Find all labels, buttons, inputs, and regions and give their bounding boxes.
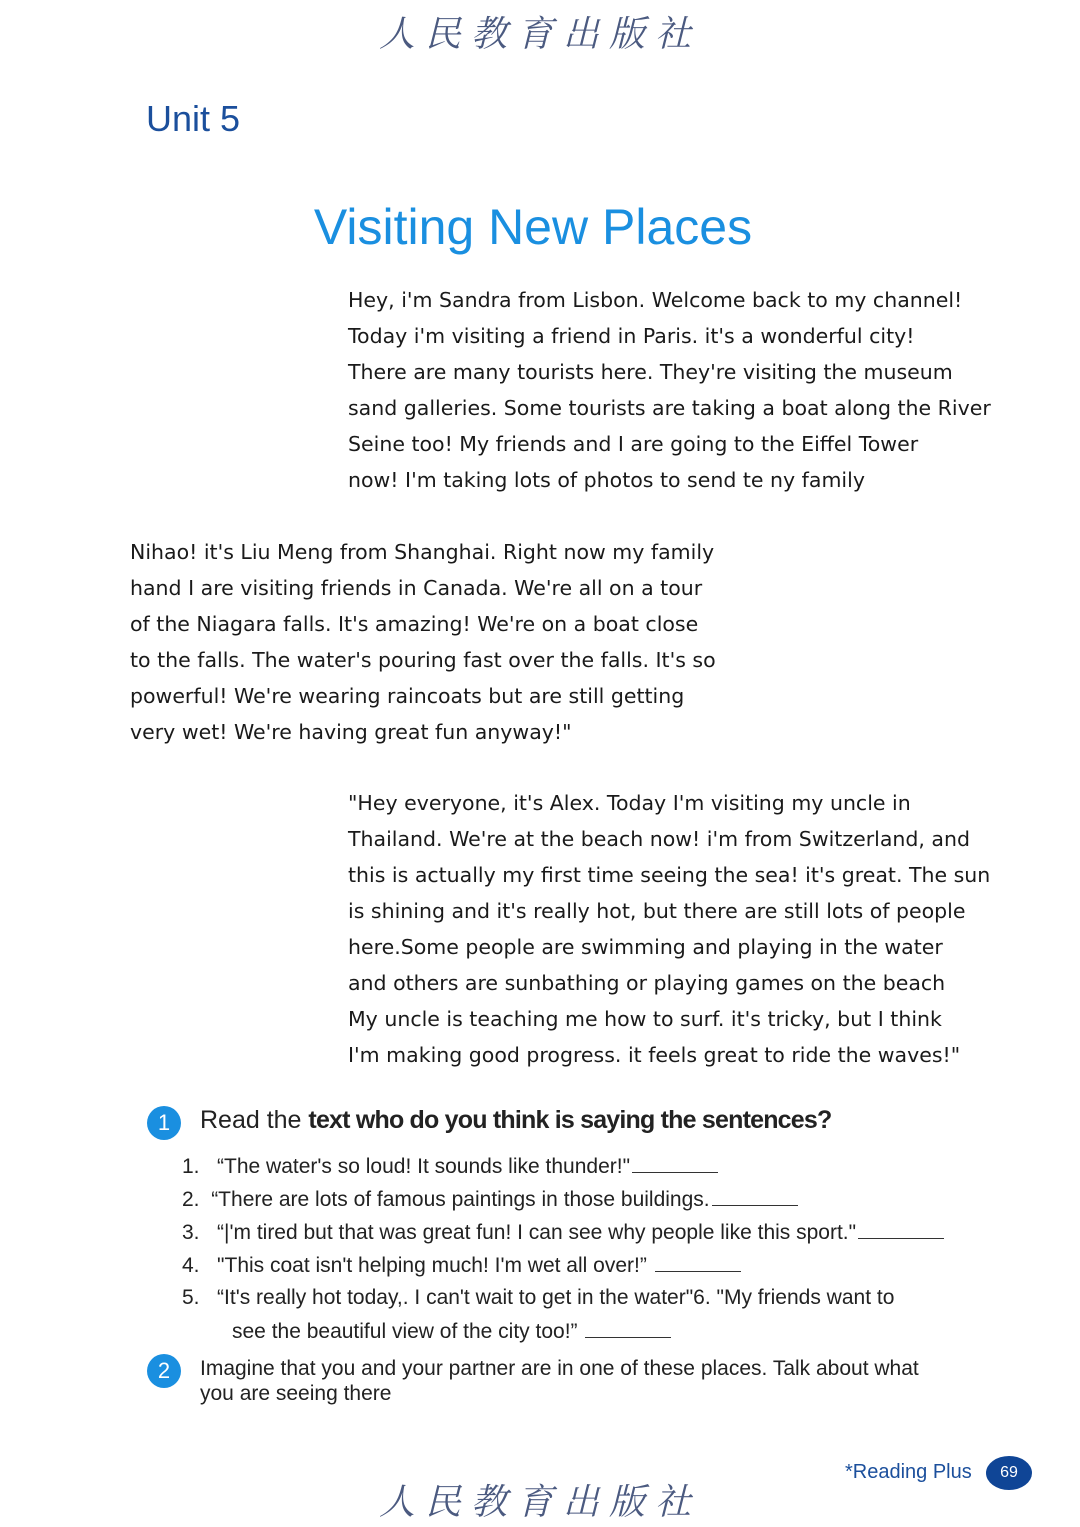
section-label: *Reading Plus bbox=[845, 1461, 972, 1483]
unit-label: Unit 5 bbox=[146, 98, 241, 139]
item-text: “There are lots of famous paintings in those buildings. bbox=[211, 1188, 710, 1211]
item-text: “It's really hot today,. I can't wait to get in the water"6. "My friends want to bbox=[217, 1286, 895, 1309]
text-line: powerful! We're wearing raincoats but are still getting bbox=[130, 684, 685, 708]
text-line: There are many tourists here. They're visiting the museum bbox=[348, 360, 953, 384]
item-number: 4. bbox=[182, 1254, 200, 1277]
question-item bbox=[182, 1253, 741, 1278]
page-number: 69 bbox=[986, 1456, 1032, 1490]
question-item bbox=[182, 1220, 944, 1245]
publisher-watermark-top: 人民教育出版社 bbox=[378, 14, 701, 55]
passage-sandra bbox=[348, 282, 991, 498]
item-text: "This coat isn't helping much! I'm wet all over!” bbox=[217, 1254, 653, 1277]
text-line: My uncle is teaching me how to surf. it's tricky, but I think bbox=[348, 1007, 942, 1031]
text-line: Thailand. We're at the beach now! i'm from Switzerland, and bbox=[348, 827, 970, 851]
text-line: is shining and it's really hot, but there are still lots of people bbox=[348, 899, 966, 923]
text-line: "Hey everyone, it's Alex. Today I'm visiting my uncle in bbox=[348, 791, 911, 815]
text-line: I'm making good progress. it feels great to ride the waves!" bbox=[348, 1043, 961, 1067]
text-line: now! I'm taking lots of photos to send te ny family bbox=[348, 468, 865, 492]
item-number: 1. bbox=[182, 1155, 200, 1178]
text-line: to the falls. The water's pouring fast over the falls. It's so bbox=[130, 648, 716, 672]
text-line: Imagine that you and your partner are in one of these places. Talk about what bbox=[200, 1357, 919, 1380]
text-line: and others are sunbathing or playing games on the beach bbox=[348, 971, 946, 995]
exercise-number-badge: 1 bbox=[147, 1106, 181, 1140]
text-line: you are seeing there bbox=[200, 1382, 392, 1405]
question-item bbox=[182, 1187, 798, 1212]
answer-blank[interactable] bbox=[655, 1253, 741, 1272]
text-line: hand I are visiting friends in Canada. We're all on a tour bbox=[130, 576, 703, 600]
answer-blank[interactable] bbox=[585, 1319, 671, 1338]
answer-blank[interactable] bbox=[632, 1154, 718, 1173]
exercise-number-badge: 2 bbox=[147, 1354, 181, 1388]
text-line: Hey, i'm Sandra from Lisbon. Welcome back to my channel! bbox=[348, 288, 963, 312]
question-item bbox=[182, 1154, 718, 1179]
item-number: 3. bbox=[182, 1221, 200, 1244]
text-line: Nihao! it's Liu Meng from Shanghai. Right now my family bbox=[130, 540, 715, 564]
answer-blank[interactable] bbox=[712, 1187, 798, 1206]
passage-liu-meng bbox=[130, 534, 716, 750]
exercise-2-instructions bbox=[200, 1356, 919, 1406]
text-line: Today i'm visiting a friend in Paris. it's a wonderful city! bbox=[348, 324, 915, 348]
question-item bbox=[182, 1286, 894, 1310]
text-line: this is actually my first time seeing the sea! it's great. The sun bbox=[348, 863, 991, 887]
answer-blank[interactable] bbox=[858, 1220, 944, 1239]
item-number: 5. bbox=[182, 1286, 200, 1309]
text-line: very wet! We're having great fun anyway!" bbox=[130, 720, 572, 744]
publisher-watermark-bottom: 人民教育出版社 bbox=[378, 1482, 701, 1523]
question-item-continued bbox=[232, 1319, 671, 1344]
text-line: Seine too! My friends and I are going to the Eiffel Tower bbox=[348, 432, 919, 456]
passage-alex bbox=[348, 785, 990, 1073]
item-text: “The water's so loud! It sounds like thunder!" bbox=[217, 1155, 631, 1178]
item-number: 2. bbox=[182, 1188, 200, 1211]
item-text: “|'m tired but that was great fun! I can see why people like this sport." bbox=[217, 1221, 857, 1244]
text-line: sand galleries. Some tourists are taking a boat along the River bbox=[348, 396, 991, 420]
heading-bold: text who do you think is saying the sentences? bbox=[308, 1106, 832, 1134]
page-title: Visiting New Places bbox=[313, 199, 753, 255]
text-line: here.Some people are swimming and playing in the water bbox=[348, 935, 943, 959]
item-text: see the beautiful view of the city too!” bbox=[232, 1320, 584, 1343]
text-line: of the Niagara falls. It's amazing! We're on a boat close bbox=[130, 612, 699, 636]
heading-plain: Read the bbox=[200, 1106, 309, 1134]
exercise-1-heading bbox=[200, 1106, 831, 1135]
